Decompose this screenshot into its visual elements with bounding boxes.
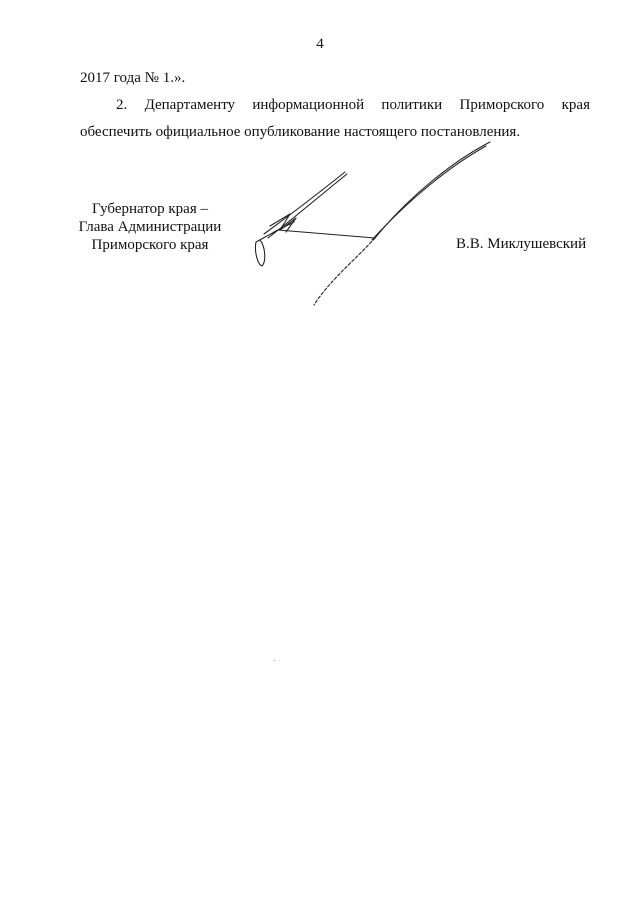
paragraph-word: Приморского: [459, 97, 545, 113]
paragraph-word: политики: [381, 97, 443, 113]
paragraph-word: информационной: [252, 97, 365, 113]
signatory-position: [70, 200, 230, 254]
paragraph-word: Департаменту: [144, 97, 236, 113]
paragraph-number: 2.: [116, 97, 128, 113]
position-line: Губернатор края –: [92, 201, 208, 217]
paragraph-2-line-2: обеспечить официальное опубликование настоящего постановления.: [80, 124, 521, 140]
position-line: Глава Администрации: [78, 219, 222, 235]
continuation-text: 2017 года № 1.».: [80, 70, 186, 86]
paragraph-2-line-1: [80, 97, 590, 114]
signer-name: В.В. Миклушевский: [456, 236, 587, 252]
paragraph-word: края: [561, 97, 590, 113]
signature-strokes: [255, 142, 490, 305]
scan-speck: [274, 660, 275, 661]
page-number: 4: [316, 36, 324, 52]
handwritten-signature: [250, 130, 500, 310]
position-line: Приморского края: [91, 237, 209, 253]
